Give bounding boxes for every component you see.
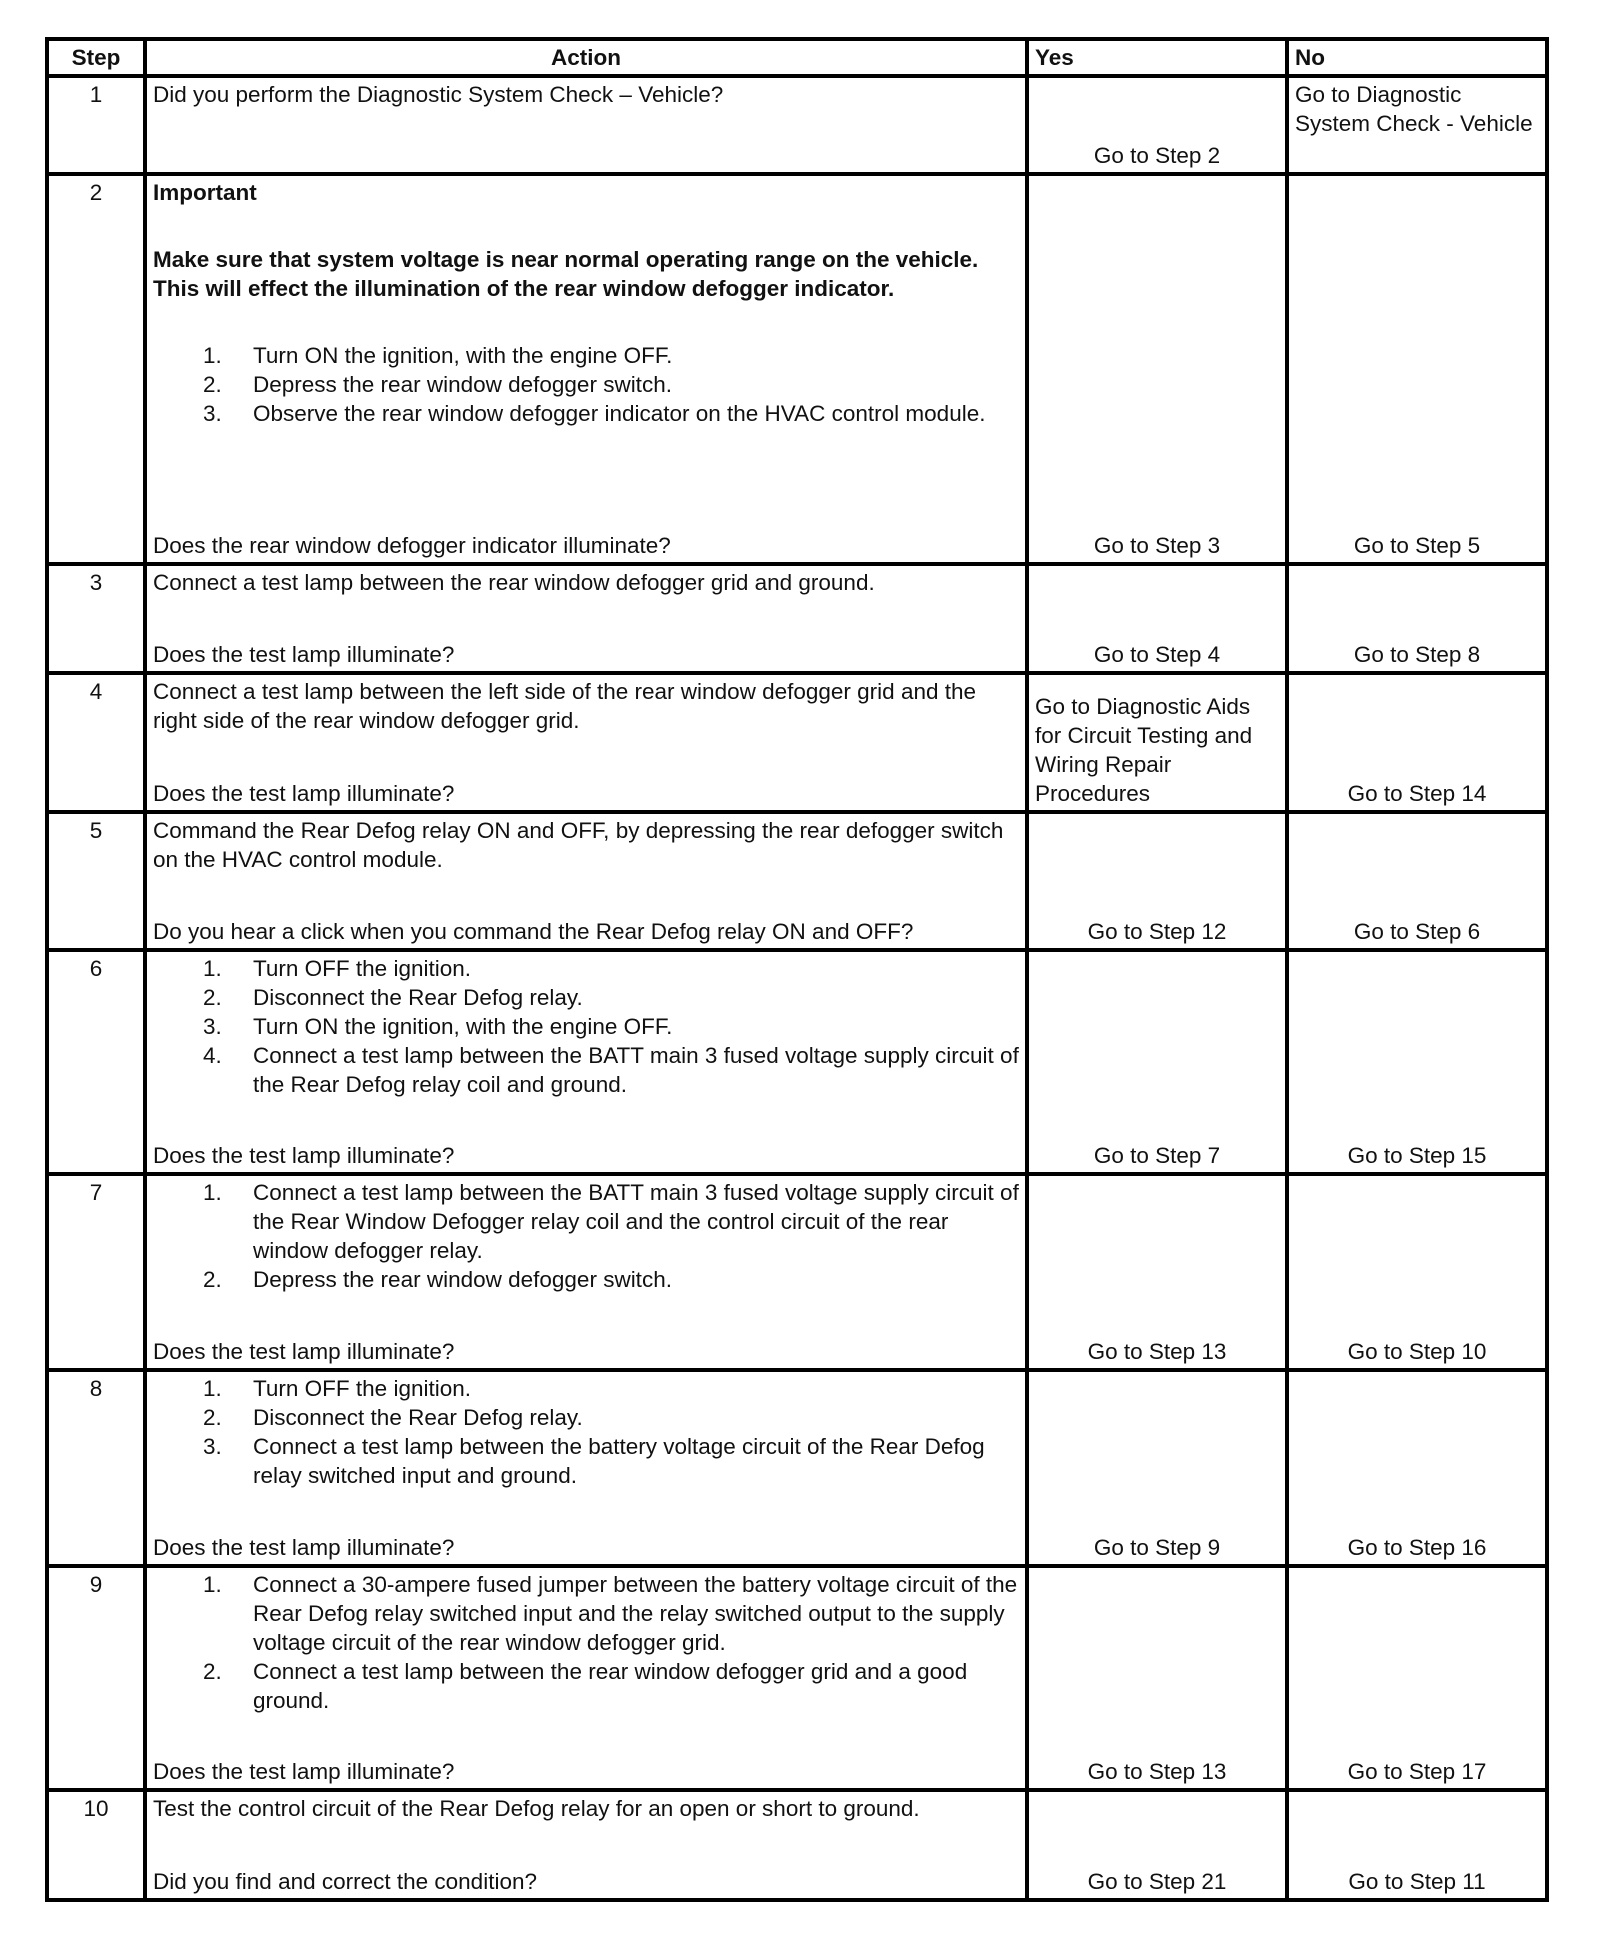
table-row	[47, 1790, 1547, 1900]
no-cell	[1287, 950, 1547, 1174]
no-cell	[1287, 76, 1547, 174]
header-row	[47, 39, 1547, 76]
action-steps-list	[153, 954, 1019, 1099]
yes-result-link[interactable]: Go to Step 2	[1093, 143, 1221, 168]
yes-cell	[1027, 950, 1287, 1174]
action-step-item	[153, 983, 1019, 1012]
action-cell	[145, 1566, 1027, 1790]
action-step-item	[153, 1265, 1019, 1294]
table-row	[47, 76, 1547, 174]
diagnostic-table	[45, 37, 1549, 1902]
action-step-item	[153, 370, 1019, 399]
action-question: Does the test lamp illuminate?	[153, 642, 455, 667]
table-row	[47, 564, 1547, 673]
action-step-text: Turn OFF the ignition.	[253, 956, 472, 981]
step-number: 6	[47, 950, 145, 1174]
no-cell	[1287, 1370, 1547, 1566]
action-steps-list	[153, 1178, 1019, 1294]
no-cell	[1287, 1790, 1547, 1900]
step-number: 7	[47, 1174, 145, 1370]
action-step-number: 2.	[203, 1405, 222, 1430]
step-number: 10	[47, 1790, 145, 1900]
action-question: Does the rear window defogger indicator illuminate?	[153, 533, 671, 558]
yes-result-link[interactable]: Go to Step 7	[1093, 1143, 1221, 1168]
step-number: 3	[47, 564, 145, 673]
table-row	[47, 950, 1547, 1174]
table-row	[47, 812, 1547, 950]
action-step-number: 1.	[203, 956, 222, 981]
table-row	[47, 1174, 1547, 1370]
action-step-text: Depress the rear window defogger switch.	[253, 1267, 672, 1292]
no-result-link[interactable]: Go to Step 16	[1347, 1535, 1487, 1560]
action-text: Did you perform the Diagnostic System Check – Vehicle?	[153, 82, 724, 107]
yes-cell	[1027, 76, 1287, 174]
action-step-item	[153, 341, 1019, 370]
no-cell	[1287, 673, 1547, 812]
action-step-number: 1.	[203, 1572, 222, 1597]
yes-result-link[interactable]: Go to Step 13	[1087, 1759, 1227, 1784]
action-steps-list	[153, 1374, 1019, 1490]
header-yes: Yes	[1027, 39, 1287, 76]
action-text: Connect a test lamp between the rear window defogger grid and ground.	[153, 570, 875, 595]
action-step-item	[153, 1178, 1019, 1265]
no-cell	[1287, 1566, 1547, 1790]
action-step-item	[153, 1374, 1019, 1403]
action-question: Does the test lamp illuminate?	[153, 781, 455, 806]
action-step-number: 1.	[203, 1180, 222, 1205]
no-cell	[1287, 564, 1547, 673]
action-step-item	[153, 1041, 1019, 1099]
step-number: 5	[47, 812, 145, 950]
yes-result-link[interactable]: Go to Step 9	[1093, 1535, 1221, 1560]
step-number: 4	[47, 673, 145, 812]
yes-result-link[interactable]: Go to Step 3	[1093, 533, 1221, 558]
important-text: Make sure that system voltage is near normal operating range on the vehicle. This will effect the illumination of the rear window defogger indicator.	[153, 247, 979, 301]
header-step: Step	[47, 39, 145, 76]
action-question: Do you hear a click when you command the Rear Defog relay ON and OFF?	[153, 919, 914, 944]
header-no: No	[1287, 39, 1547, 76]
yes-result-link[interactable]: Go to Diagnostic Aids for Circuit Testing and Wiring Repair Procedures	[1035, 694, 1253, 806]
action-text: Test the control circuit of the Rear Defog relay for an open or short to ground.	[153, 1796, 920, 1821]
action-question: Did you find and correct the condition?	[153, 1869, 537, 1894]
action-question: Does the test lamp illuminate?	[153, 1759, 455, 1784]
table-body	[47, 76, 1547, 1900]
step-number: 1	[47, 76, 145, 174]
action-step-item	[153, 1403, 1019, 1432]
action-cell	[145, 76, 1027, 174]
yes-cell	[1027, 1566, 1287, 1790]
yes-cell	[1027, 812, 1287, 950]
action-step-number: 3.	[203, 401, 222, 426]
action-step-text: Connect a test lamp between the BATT main 3 fused voltage supply circuit of the Rear Window Defogger relay coil and the control circuit of the rear window defogger relay.	[253, 1180, 1019, 1263]
action-step-number: 3.	[203, 1014, 222, 1039]
action-step-text: Connect a 30-ampere fused jumper between the battery voltage circuit of the Rear Defog relay switched input and the relay switched output to the supply voltage circuit of the rear window defogger grid.	[253, 1572, 1018, 1655]
action-cell	[145, 1174, 1027, 1370]
action-step-text: Disconnect the Rear Defog relay.	[253, 1405, 583, 1430]
action-cell	[145, 673, 1027, 812]
action-question: Does the test lamp illuminate?	[153, 1535, 455, 1560]
action-step-item	[153, 1570, 1019, 1657]
action-step-number: 2.	[203, 985, 222, 1010]
no-cell	[1287, 812, 1547, 950]
yes-cell	[1027, 1370, 1287, 1566]
action-cell	[145, 564, 1027, 673]
action-question: Does the test lamp illuminate?	[153, 1143, 455, 1168]
action-step-text: Observe the rear window defogger indicator on the HVAC control module.	[253, 401, 986, 426]
action-steps-list	[153, 1570, 1019, 1715]
action-step-number: 1.	[203, 1376, 222, 1401]
action-step-item	[153, 954, 1019, 983]
header-action: Action	[145, 39, 1027, 76]
action-text: Command the Rear Defog relay ON and OFF, by depressing the rear defogger switch on the HVAC control module.	[153, 818, 1004, 872]
action-step-text: Turn ON the ignition, with the engine OFF.	[253, 1014, 673, 1039]
no-result-link[interactable]: Go to Step 10	[1347, 1339, 1487, 1364]
no-result-link[interactable]: Go to Step 6	[1353, 919, 1481, 944]
action-step-text: Connect a test lamp between the BATT main 3 fused voltage supply circuit of the Rear Defog relay coil and ground.	[253, 1043, 1019, 1097]
action-step-number: 2.	[203, 1267, 222, 1292]
action-step-text: Depress the rear window defogger switch.	[253, 372, 672, 397]
yes-result-link[interactable]: Go to Step 12	[1087, 919, 1227, 944]
action-step-text: Turn ON the ignition, with the engine OFF.	[253, 343, 673, 368]
action-cell	[145, 174, 1027, 564]
step-number: 2	[47, 174, 145, 564]
no-result-link[interactable]: Go to Step 5	[1353, 533, 1481, 558]
no-result-link[interactable]: Go to Step 15	[1347, 1143, 1487, 1168]
yes-cell	[1027, 564, 1287, 673]
yes-cell	[1027, 174, 1287, 564]
action-step-text: Disconnect the Rear Defog relay.	[253, 985, 583, 1010]
action-step-text: Turn OFF the ignition.	[253, 1376, 472, 1401]
table-row	[47, 174, 1547, 564]
action-step-number: 4.	[203, 1043, 222, 1068]
action-question: Does the test lamp illuminate?	[153, 1339, 455, 1364]
no-result-link[interactable]: Go to Step 14	[1347, 781, 1487, 806]
important-title: Important	[153, 180, 257, 205]
action-step-number: 2.	[203, 372, 222, 397]
action-cell	[145, 950, 1027, 1174]
yes-result-link[interactable]: Go to Step 4	[1093, 642, 1221, 667]
no-result-link[interactable]: Go to Diagnostic System Check - Vehicle	[1295, 82, 1533, 136]
action-step-item	[153, 1012, 1019, 1041]
action-cell	[145, 1790, 1027, 1900]
action-steps-list	[153, 341, 1019, 428]
yes-result-link[interactable]: Go to Step 13	[1087, 1339, 1227, 1364]
yes-result-link[interactable]: Go to Step 21	[1087, 1869, 1227, 1894]
action-step-text: Connect a test lamp between the battery voltage circuit of the Rear Defog relay switched input and ground.	[253, 1434, 985, 1488]
action-text: Connect a test lamp between the left side of the rear window defogger grid and the right side of the rear window defogger grid.	[153, 679, 977, 733]
action-step-number: 1.	[203, 343, 222, 368]
yes-cell	[1027, 673, 1287, 812]
no-cell	[1287, 174, 1547, 564]
action-step-number: 2.	[203, 1659, 222, 1684]
step-number: 8	[47, 1370, 145, 1566]
no-result-link[interactable]: Go to Step 11	[1348, 1869, 1486, 1894]
yes-cell	[1027, 1790, 1287, 1900]
yes-cell	[1027, 1174, 1287, 1370]
no-result-link[interactable]: Go to Step 8	[1353, 642, 1481, 667]
action-step-item	[153, 399, 1019, 428]
table-row	[47, 1566, 1547, 1790]
action-step-number: 3.	[203, 1434, 222, 1459]
table-row	[47, 1370, 1547, 1566]
action-cell	[145, 1370, 1027, 1566]
action-step-item	[153, 1432, 1019, 1490]
action-cell	[145, 812, 1027, 950]
table-row	[47, 673, 1547, 812]
step-number: 9	[47, 1566, 145, 1790]
no-result-link[interactable]: Go to Step 17	[1347, 1759, 1487, 1784]
action-step-item	[153, 1657, 1019, 1715]
no-cell	[1287, 1174, 1547, 1370]
action-step-text: Connect a test lamp between the rear window defogger grid and a good ground.	[253, 1659, 968, 1713]
